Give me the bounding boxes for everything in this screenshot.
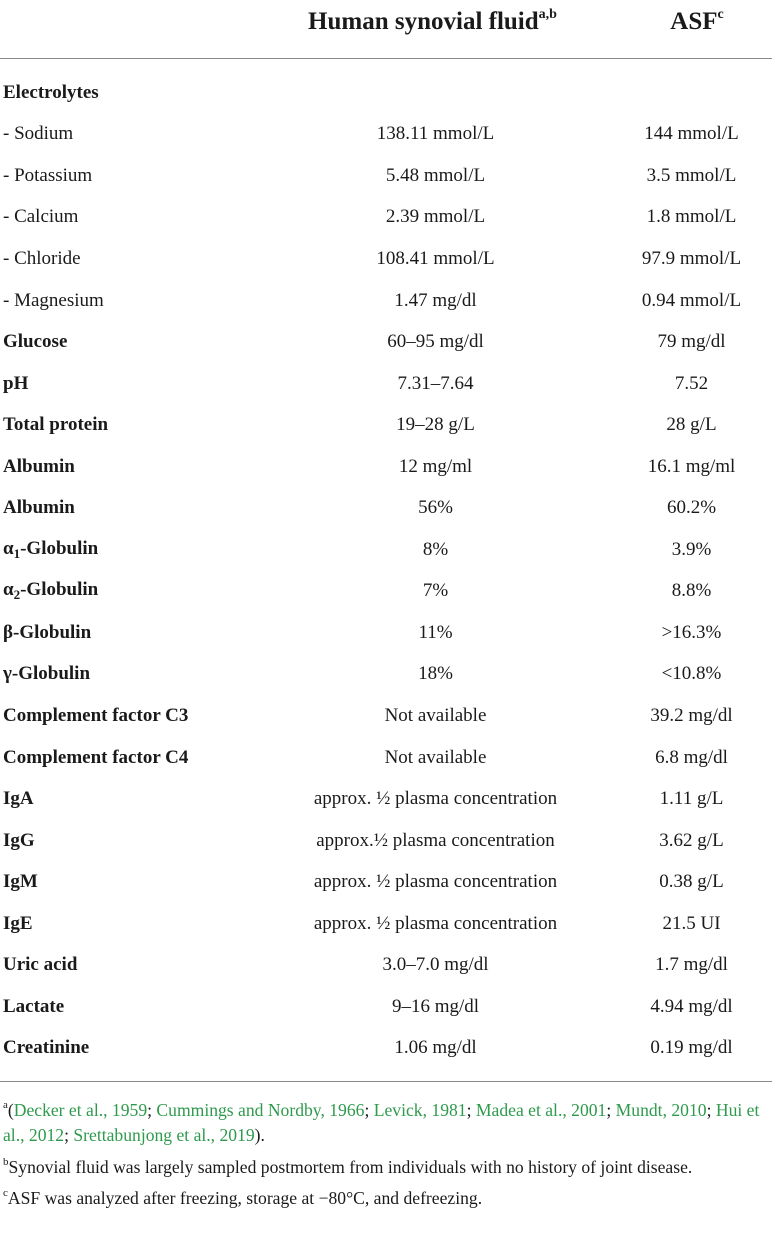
human-synovial-value <box>263 72 608 114</box>
asf-value: 16.1 mg/ml <box>647 455 736 477</box>
reference-link[interactable]: Srettabunjong et al., 2019 <box>73 1125 255 1146</box>
human-synovial-value: 19–28 g/L <box>396 414 475 436</box>
human-synovial-value: 11% <box>418 621 453 643</box>
table-row <box>0 737 772 779</box>
reference-link[interactable]: Mundt, 2010 <box>615 1099 707 1120</box>
asf-value: 97.9 mmol/L <box>641 247 742 269</box>
asf-value <box>608 72 772 114</box>
table-row <box>0 529 772 571</box>
asf-value: 1.11 g/L <box>659 788 724 810</box>
footnote-marker: a,b <box>538 6 557 22</box>
row-label: - Magnesium <box>3 289 104 311</box>
human-synovial-value: 2.39 mmol/L <box>385 206 486 228</box>
asf-value: 7.52 <box>674 372 709 394</box>
table-row <box>0 820 772 862</box>
reference-link[interactable]: Levick, 1981 <box>373 1099 467 1120</box>
row-label: Albumin <box>3 497 75 519</box>
table-row <box>0 487 772 529</box>
table-row <box>0 197 772 239</box>
human-synovial-value: 18% <box>418 663 453 685</box>
human-synovial-value: 5.48 mmol/L <box>385 164 486 186</box>
row-label: - Chloride <box>3 247 81 269</box>
footnote-a <box>3 1094 769 1149</box>
footnote-text: ASF was analyzed after freezing, storage at −80°C, and defreezing. <box>7 1188 483 1209</box>
table-row <box>0 695 772 737</box>
footnote-marker: a <box>3 1099 8 1111</box>
table-row <box>0 321 772 363</box>
reference-link[interactable]: Madea et al., 2001 <box>475 1099 607 1120</box>
human-synovial-value: Not available <box>384 746 487 768</box>
reference-link[interactable]: Cummings and Nordby, 1966 <box>156 1099 365 1120</box>
column-header-asf <box>622 8 772 36</box>
row-label: - Sodium <box>3 123 74 145</box>
human-synovial-value: 138.11 mmol/L <box>376 123 495 145</box>
asf-value: 0.38 g/L <box>659 871 724 893</box>
table-row <box>0 903 772 945</box>
row-label: $\alpha_1$-Globulin <box>3 537 99 561</box>
row-label: - Potassium <box>3 164 93 186</box>
row-label: Albumin <box>3 455 75 477</box>
table-row <box>0 446 772 488</box>
row-label: Electrolytes <box>3 81 99 103</box>
row-label: Total protein <box>3 414 109 436</box>
column-header-human-synovial-fluid <box>260 8 605 36</box>
human-synovial-value: 7% <box>422 580 449 602</box>
table-row <box>0 280 772 322</box>
footnote-marker: c <box>717 6 724 22</box>
human-synovial-value: 7.31–7.64 <box>397 372 474 394</box>
asf-value: 60.2% <box>666 497 717 519</box>
row-label: IgG <box>3 829 35 851</box>
row-label: Complement factor C4 <box>3 746 189 768</box>
asf-value: 6.8 mg/dl <box>655 746 728 768</box>
footnote-close: ). <box>254 1125 265 1146</box>
asf-value: 3.62 g/L <box>659 829 724 851</box>
human-synovial-value: approx. ½ plasma concentration <box>313 788 558 810</box>
table-row <box>0 986 772 1028</box>
table-row <box>0 238 772 280</box>
human-synovial-value: approx. ½ plasma concentration <box>313 871 558 893</box>
table-row <box>0 778 772 820</box>
footnote-b <box>3 1151 769 1180</box>
human-synovial-value: approx. ½ plasma concentration <box>313 912 558 934</box>
human-synovial-value: 60–95 mg/dl <box>387 331 484 353</box>
asf-value: 144 mmol/L <box>644 123 739 145</box>
row-label: Creatinine <box>3 1037 90 1059</box>
footnote-marker: b <box>3 1155 9 1168</box>
footnote-text: Synovial fluid was largely sampled postmortem from individuals with no history of joint disease. <box>8 1156 693 1177</box>
header-divider <box>0 58 772 59</box>
row-label: - Calcium <box>3 206 79 228</box>
row-label: pH <box>3 372 29 394</box>
asf-value: 3.9% <box>671 538 712 560</box>
asf-value: 4.94 mg/dl <box>650 995 733 1017</box>
human-synovial-value: 1.47 mg/dl <box>394 289 477 311</box>
human-synovial-value: 9–16 mg/dl <box>391 995 480 1017</box>
footnote-marker: c <box>3 1187 8 1200</box>
asf-value: 39.2 mg/dl <box>650 704 733 726</box>
table-row <box>0 1028 772 1070</box>
table-row <box>0 155 772 197</box>
human-synovial-value: Not available <box>384 704 487 726</box>
asf-value: 21.5 UI <box>662 912 721 934</box>
row-label: Glucose <box>3 331 68 353</box>
asf-value: <10.8% <box>661 663 722 685</box>
row-label: IgE <box>3 912 33 934</box>
row-label: IgM <box>3 871 38 893</box>
reference-link[interactable]: Decker et al., 1959 <box>13 1099 148 1120</box>
human-synovial-value: 108.41 mmol/L <box>376 247 495 269</box>
table-row <box>0 861 772 903</box>
table-row <box>0 114 772 156</box>
row-label: Lactate <box>3 995 65 1017</box>
table-row <box>0 654 772 696</box>
asf-value: 1.8 mmol/L <box>646 206 737 228</box>
human-synovial-value: approx.½ plasma concentration <box>316 829 555 851</box>
human-synovial-value: 56% <box>418 497 453 519</box>
table-row <box>0 363 772 405</box>
human-synovial-value: 3.0–7.0 mg/dl <box>382 954 489 976</box>
asf-value: 0.19 mg/dl <box>650 1037 733 1059</box>
asf-value: 8.8% <box>671 580 712 602</box>
row-label: $\alpha_2$-Globulin <box>3 579 99 603</box>
row-label: IgA <box>3 788 34 810</box>
asf-value: >16.3% <box>661 621 722 643</box>
reference-list: Decker et al., 1959; Cummings and Nordby, 1966; Levick, 1981; Madea et al., 2001; Mundt, 2010; Hui et al., 2012; Srettabunjong et al., 2019 <box>3 1099 760 1146</box>
footnotes <box>3 1094 769 1214</box>
asf-value: 1.7 mg/dl <box>655 954 728 976</box>
column-header-label: Human synovial fluid <box>308 8 539 35</box>
asf-value: 3.5 mmol/L <box>646 164 737 186</box>
footnote-open-paren: ( <box>7 1099 14 1120</box>
asf-value: 79 mg/dl <box>657 331 726 353</box>
footnote-c <box>3 1182 769 1211</box>
table-row <box>0 612 772 654</box>
human-synovial-value: 1.06 mg/dl <box>394 1037 477 1059</box>
human-synovial-value: 8% <box>422 538 449 560</box>
row-label: Complement factor C3 <box>3 704 189 726</box>
asf-value: 28 g/L <box>666 414 717 436</box>
table-row <box>0 571 772 613</box>
column-header-label: ASF <box>670 8 718 35</box>
table-bottom-divider <box>0 1081 772 1082</box>
comparison-table <box>0 72 772 1069</box>
row-label: γ-Globulin <box>3 663 91 685</box>
asf-value: 0.94 mmol/L <box>641 289 742 311</box>
table-row <box>0 404 772 446</box>
table-row <box>0 72 772 114</box>
human-synovial-value: 12 mg/ml <box>398 455 473 477</box>
table-header <box>0 0 772 58</box>
reference-link[interactable]: Hui et al., 2012 <box>3 1099 760 1146</box>
table-body <box>0 72 772 1069</box>
row-label: β-Globulin <box>3 621 92 643</box>
table-row <box>0 944 772 986</box>
row-label: Uric acid <box>3 954 78 976</box>
